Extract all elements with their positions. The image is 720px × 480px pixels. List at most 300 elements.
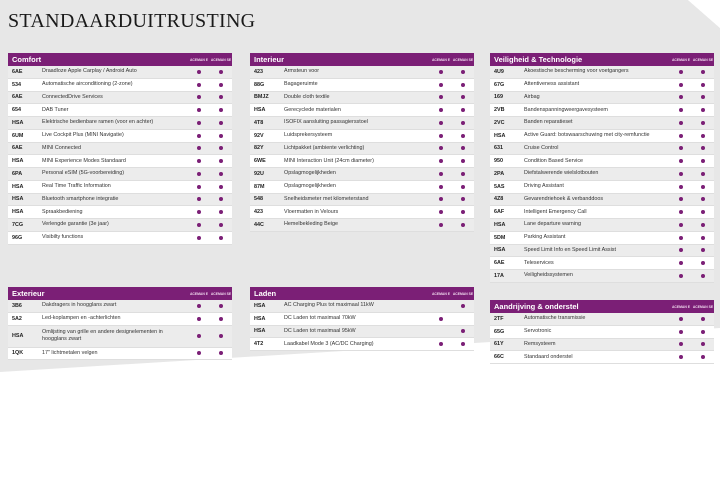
availability-dot	[679, 95, 683, 99]
option-description: MINI Connected	[42, 144, 81, 151]
availability-dot	[219, 223, 223, 227]
table-row	[490, 66, 714, 79]
availability-dot	[461, 304, 465, 308]
availability-dot	[461, 223, 465, 227]
option-description: Condition Based Service	[524, 157, 584, 164]
availability-dot	[439, 210, 443, 214]
availability-dot	[439, 146, 443, 150]
availability-dot	[197, 317, 201, 321]
option-code: 6AE	[494, 260, 505, 267]
availability-dot	[197, 121, 201, 125]
option-description: MINI Interaction Unit (24cm diameter)	[284, 157, 374, 164]
column-header-aceman-se: ACEMAN SE	[452, 291, 474, 296]
availability-dot	[197, 108, 201, 112]
option-code: HSA	[254, 315, 266, 322]
option-description: Driving Assistant	[524, 183, 564, 190]
option-description: Servotronic	[524, 328, 552, 335]
option-code: 4T2	[254, 341, 264, 348]
column-header-aceman-se: ACEMAN SE	[210, 57, 232, 62]
table-row	[490, 326, 714, 339]
table-row	[8, 194, 232, 207]
option-description: Draadloze Apple Carplay / Android Auto	[42, 68, 137, 75]
table-row	[250, 168, 474, 181]
availability-dot	[679, 223, 683, 227]
availability-dot	[219, 134, 223, 138]
availability-dot	[219, 172, 223, 176]
option-description: Standaard onderstel	[524, 353, 573, 360]
availability-dot	[679, 121, 683, 125]
availability-dot	[701, 185, 705, 189]
column-header-aceman-e: ACEMAN E	[671, 57, 691, 62]
option-list	[8, 66, 232, 245]
option-description: Omlijsting van grille en andere designelementen in hoogglans zwart	[42, 328, 163, 342]
option-description: Banden reparatieset	[524, 119, 573, 126]
column-header-aceman-e: ACEMAN E	[431, 291, 451, 296]
option-code: 5AS	[494, 183, 505, 190]
option-description: Snelheidsmeter met kilometerstand	[284, 195, 369, 202]
table-row	[8, 206, 232, 219]
table-row	[250, 117, 474, 130]
availability-dot	[701, 197, 705, 201]
option-description: Vloermatten in Velours	[284, 208, 339, 215]
option-code: 65G	[494, 328, 505, 335]
table-row	[490, 194, 714, 207]
availability-dot	[439, 172, 443, 176]
availability-dot	[701, 70, 705, 74]
option-code: HSA	[12, 119, 24, 126]
table-row	[490, 339, 714, 352]
availability-dot	[701, 159, 705, 163]
availability-dot	[197, 134, 201, 138]
availability-dot	[219, 317, 223, 321]
availability-dot	[701, 223, 705, 227]
availability-dot	[439, 317, 443, 321]
table-row	[250, 155, 474, 168]
availability-dot	[461, 95, 465, 99]
table-row	[250, 181, 474, 194]
option-description: DAB Tuner	[42, 106, 69, 113]
option-description: Double cloth textile	[284, 93, 330, 100]
option-description: Dakdragers in hoogglans zwart	[42, 302, 117, 309]
option-code: 61Y	[494, 341, 504, 348]
availability-dot	[219, 108, 223, 112]
option-code: 4Z8	[494, 196, 504, 203]
availability-dot	[197, 83, 201, 87]
availability-dot	[679, 342, 683, 346]
table-row	[8, 66, 232, 79]
availability-dot	[701, 342, 705, 346]
availability-dot	[461, 210, 465, 214]
option-description: Speed Limit Info en Speed Limit Assist	[524, 246, 616, 253]
table-row	[250, 79, 474, 92]
column-header-aceman-se: ACEMAN SE	[452, 57, 474, 62]
availability-dot	[439, 197, 443, 201]
option-code: 4T8	[254, 119, 264, 126]
availability-dot	[679, 159, 683, 163]
table-row	[250, 338, 474, 351]
option-code: 169	[494, 94, 503, 101]
availability-dot	[679, 172, 683, 176]
option-code: 2VC	[494, 119, 505, 126]
availability-dot	[219, 351, 223, 355]
availability-dot	[439, 159, 443, 163]
availability-dot	[679, 330, 683, 334]
availability-dot	[679, 70, 683, 74]
availability-dot	[701, 134, 705, 138]
section-header	[250, 53, 474, 66]
option-code: 423	[254, 68, 263, 75]
table-row	[8, 181, 232, 194]
option-description: 17" lichtmetalen velgen	[42, 349, 98, 356]
option-description: Opslagmogelijkheden	[284, 170, 336, 177]
table-row	[8, 326, 232, 348]
availability-dot	[197, 172, 201, 176]
option-description: ConnectedDrive Services	[42, 93, 103, 100]
table-row	[490, 219, 714, 232]
option-description: AC Charging Plus tot maximaal 11kW	[284, 302, 374, 309]
availability-dot	[197, 351, 201, 355]
table-row	[8, 117, 232, 130]
table-row	[8, 104, 232, 117]
option-code: 631	[494, 145, 503, 152]
availability-dot	[219, 83, 223, 87]
option-code: 6UM	[12, 132, 24, 139]
table-row	[490, 245, 714, 258]
option-code: HSA	[12, 183, 24, 190]
availability-dot	[219, 304, 223, 308]
section-interieur	[250, 53, 474, 232]
option-description: DC Laden tot maximaal 95kW	[284, 327, 356, 334]
availability-dot	[679, 134, 683, 138]
option-description: Visibilty functions	[42, 234, 84, 241]
option-description: Bagageruimte	[284, 81, 318, 88]
section-laden	[250, 287, 474, 351]
option-code: HSA	[12, 158, 24, 165]
option-code: 2VB	[494, 107, 505, 114]
page-title: STANDAARDUITRUSTING	[8, 10, 256, 32]
table-row	[8, 130, 232, 143]
option-description: Parking Assistant	[524, 234, 566, 241]
option-description: Personal eSIM (5G-voorbereiding)	[42, 170, 125, 177]
availability-dot	[701, 95, 705, 99]
availability-dot	[679, 108, 683, 112]
availability-dot	[219, 159, 223, 163]
availability-dot	[439, 185, 443, 189]
option-code: 44C	[254, 221, 264, 228]
option-description: Live Cockpit Plus (MINI Navigatie)	[42, 132, 124, 139]
table-row	[490, 206, 714, 219]
table-row	[250, 130, 474, 143]
availability-dot	[701, 210, 705, 214]
option-code: 534	[12, 81, 21, 88]
option-description: Diefstalwerende wielslotbouten	[524, 170, 599, 177]
option-code: 88G	[254, 81, 265, 88]
option-description: Led-koplampen en -achterlichten	[42, 315, 121, 322]
section-title: Laden	[254, 289, 277, 298]
option-code: 654	[12, 107, 21, 114]
option-code: BMJZ	[254, 94, 269, 101]
option-code: 17A	[494, 272, 504, 279]
table-row	[490, 257, 714, 270]
column-header-aceman-e: ACEMAN E	[189, 291, 209, 296]
table-row	[490, 270, 714, 283]
table-row	[490, 168, 714, 181]
table-row	[250, 66, 474, 79]
section-title: Veiligheid & Technologie	[494, 55, 583, 64]
availability-dot	[701, 317, 705, 321]
option-description: Akoestische bescherming voor voetgangers	[524, 68, 629, 75]
option-description: Cruise Control	[524, 144, 559, 151]
availability-dot	[679, 274, 683, 278]
table-row	[490, 79, 714, 92]
availability-dot	[461, 134, 465, 138]
option-code: 5DM	[494, 234, 506, 241]
option-description: Attentiveness assistant	[524, 81, 580, 88]
availability-dot	[679, 236, 683, 240]
section-comfort	[8, 53, 232, 245]
availability-dot	[197, 95, 201, 99]
table-row	[490, 351, 714, 364]
option-code: 4U9	[494, 68, 504, 75]
availability-dot	[219, 185, 223, 189]
option-code: 82Y	[254, 145, 264, 152]
table-row	[490, 92, 714, 105]
availability-dot	[461, 197, 465, 201]
column-header-aceman-e: ACEMAN E	[189, 57, 209, 62]
availability-dot	[461, 121, 465, 125]
option-code: 6PA	[12, 170, 23, 177]
availability-dot	[197, 70, 201, 74]
option-code: 6AE	[12, 68, 23, 75]
column-header-aceman-se: ACEMAN SE	[692, 304, 714, 309]
availability-dot	[679, 197, 683, 201]
availability-dot	[679, 355, 683, 359]
table-row	[490, 232, 714, 245]
option-code: HSA	[254, 302, 266, 309]
option-code: 96G	[12, 234, 23, 241]
section-title: Comfort	[12, 55, 42, 64]
availability-dot	[439, 134, 443, 138]
option-code: 66C	[494, 354, 504, 361]
availability-dot	[219, 70, 223, 74]
option-description: Lane departure warning	[524, 221, 581, 228]
availability-dot	[701, 274, 705, 278]
availability-dot	[219, 334, 223, 338]
option-description: Spraakbediening	[42, 208, 83, 215]
table-row	[250, 104, 474, 117]
table-row	[250, 143, 474, 156]
option-code: HSA	[494, 132, 506, 139]
availability-dot	[701, 248, 705, 252]
table-row	[8, 79, 232, 92]
option-description: Luidsprekersysteem	[284, 132, 333, 139]
option-code: 67G	[494, 81, 505, 88]
option-code: HSA	[254, 328, 266, 335]
availability-dot	[219, 197, 223, 201]
availability-dot	[679, 83, 683, 87]
availability-dot	[461, 159, 465, 163]
availability-dot	[701, 146, 705, 150]
option-list	[250, 300, 474, 351]
section-header	[8, 53, 232, 66]
availability-dot	[439, 121, 443, 125]
option-code: HSA	[12, 209, 24, 216]
option-description: Gevarendriehoek & verbanddoos	[524, 195, 604, 202]
option-list	[8, 300, 232, 360]
availability-dot	[219, 95, 223, 99]
section-header	[250, 287, 474, 300]
availability-dot	[701, 172, 705, 176]
availability-dot	[439, 223, 443, 227]
availability-dot	[197, 210, 201, 214]
availability-dot	[701, 330, 705, 334]
availability-dot	[461, 172, 465, 176]
table-row	[490, 155, 714, 168]
option-code: HSA	[12, 333, 24, 339]
table-row	[250, 194, 474, 207]
option-code: 92U	[254, 170, 264, 177]
option-code: HSA	[494, 221, 506, 228]
option-description: Bandenspanningweergavesysteem	[524, 106, 608, 113]
option-description: Active Guard: botswaarschuwing met city-remfunctie	[524, 132, 650, 139]
availability-dot	[679, 210, 683, 214]
option-code: 6WE	[254, 158, 266, 165]
option-description: Laadkabel Mode 3 (AC/DC Charging)	[284, 340, 374, 347]
availability-dot	[439, 342, 443, 346]
option-description: Gerecyclede materialen	[284, 106, 341, 113]
availability-dot	[197, 159, 201, 163]
option-description: Teleservices	[524, 259, 554, 266]
option-code: 423	[254, 209, 263, 216]
option-description: Opslagmogelijkheden	[284, 183, 336, 190]
table-row	[8, 155, 232, 168]
availability-dot	[197, 334, 201, 338]
option-description: Verlengde garantie (3e jaar)	[42, 221, 109, 228]
section-aandrijving-onderstel	[490, 300, 714, 364]
option-code: 2PA	[494, 170, 505, 177]
option-code: 548	[254, 196, 263, 203]
option-description: DC Laden tot maximaal 70kW	[284, 315, 356, 322]
table-row	[250, 92, 474, 105]
availability-dot	[701, 83, 705, 87]
option-code: 87M	[254, 183, 265, 190]
availability-dot	[701, 355, 705, 359]
table-row	[490, 313, 714, 326]
availability-dot	[461, 185, 465, 189]
option-code: 5A2	[12, 315, 22, 322]
availability-dot	[461, 329, 465, 333]
availability-dot	[197, 185, 201, 189]
table-row	[8, 92, 232, 105]
table-row	[8, 348, 232, 361]
option-code: 6AF	[494, 209, 505, 216]
availability-dot	[679, 261, 683, 265]
availability-dot	[439, 70, 443, 74]
table-row	[490, 181, 714, 194]
column-header-aceman-se: ACEMAN SE	[210, 291, 232, 296]
table-row	[250, 300, 474, 313]
table-row	[250, 326, 474, 339]
availability-dot	[197, 236, 201, 240]
option-description: Veiligheidssystemen	[524, 272, 573, 279]
column-header-aceman-e: ACEMAN E	[431, 57, 451, 62]
section-exterieur	[8, 287, 232, 360]
option-code: 3B6	[12, 302, 22, 309]
availability-dot	[701, 261, 705, 265]
option-list	[250, 66, 474, 232]
availability-dot	[219, 121, 223, 125]
section-title: Aandrijving & onderstel	[494, 302, 579, 311]
availability-dot	[461, 342, 465, 346]
option-code: 2TF	[494, 315, 504, 322]
availability-dot	[439, 95, 443, 99]
option-code: 6AE	[12, 94, 23, 101]
column-header-aceman-se: ACEMAN SE	[692, 57, 714, 62]
availability-dot	[679, 317, 683, 321]
option-description: Lichtpakket (ambiente verlichting)	[284, 144, 365, 151]
section-veiligheid-technologie	[490, 53, 714, 283]
option-description: Real Time Traffic Information	[42, 183, 111, 190]
option-description: Automatische airconditioning (2-zone)	[42, 81, 133, 88]
table-row	[8, 219, 232, 232]
table-row	[250, 219, 474, 232]
availability-dot	[679, 146, 683, 150]
option-description: ISOFIX aansluiting passagiersstoel	[284, 119, 368, 126]
option-code: 7CG	[12, 221, 24, 228]
option-code: HSA	[254, 107, 266, 114]
availability-dot	[197, 197, 201, 201]
option-code: 950	[494, 158, 503, 165]
availability-dot	[461, 83, 465, 87]
option-description: Airbag	[524, 93, 540, 100]
availability-dot	[461, 70, 465, 74]
table-row	[490, 117, 714, 130]
section-title: Exterieur	[12, 289, 45, 298]
option-description: Hemelbekleding Beige	[284, 221, 338, 228]
availability-dot	[701, 108, 705, 112]
table-row	[250, 206, 474, 219]
availability-dot	[197, 146, 201, 150]
section-title: Interieur	[254, 55, 285, 64]
option-code: HSA	[494, 247, 506, 254]
option-description: Intelligent Emergency Call	[524, 208, 587, 215]
section-header	[490, 53, 714, 66]
option-description: Bluetooth smartphone integratie	[42, 195, 119, 202]
availability-dot	[701, 236, 705, 240]
availability-dot	[197, 223, 201, 227]
section-header	[8, 287, 232, 300]
table-row	[8, 232, 232, 245]
availability-dot	[679, 248, 683, 252]
option-code: 92V	[254, 132, 264, 139]
option-description: Automatische transmissie	[524, 315, 586, 322]
option-description: MINI Experience Modes Standaard	[42, 157, 126, 164]
availability-dot	[461, 146, 465, 150]
availability-dot	[219, 210, 223, 214]
option-code: 6AE	[12, 145, 23, 152]
availability-dot	[197, 304, 201, 308]
availability-dot	[219, 146, 223, 150]
option-description: Armsteun voor	[284, 68, 320, 75]
availability-dot	[679, 185, 683, 189]
option-code: 1QK	[12, 350, 24, 357]
table-row	[8, 300, 232, 313]
table-row	[8, 143, 232, 156]
option-list	[490, 66, 714, 283]
table-row	[490, 130, 714, 143]
column-header-aceman-e: ACEMAN E	[671, 304, 691, 309]
availability-dot	[439, 108, 443, 112]
